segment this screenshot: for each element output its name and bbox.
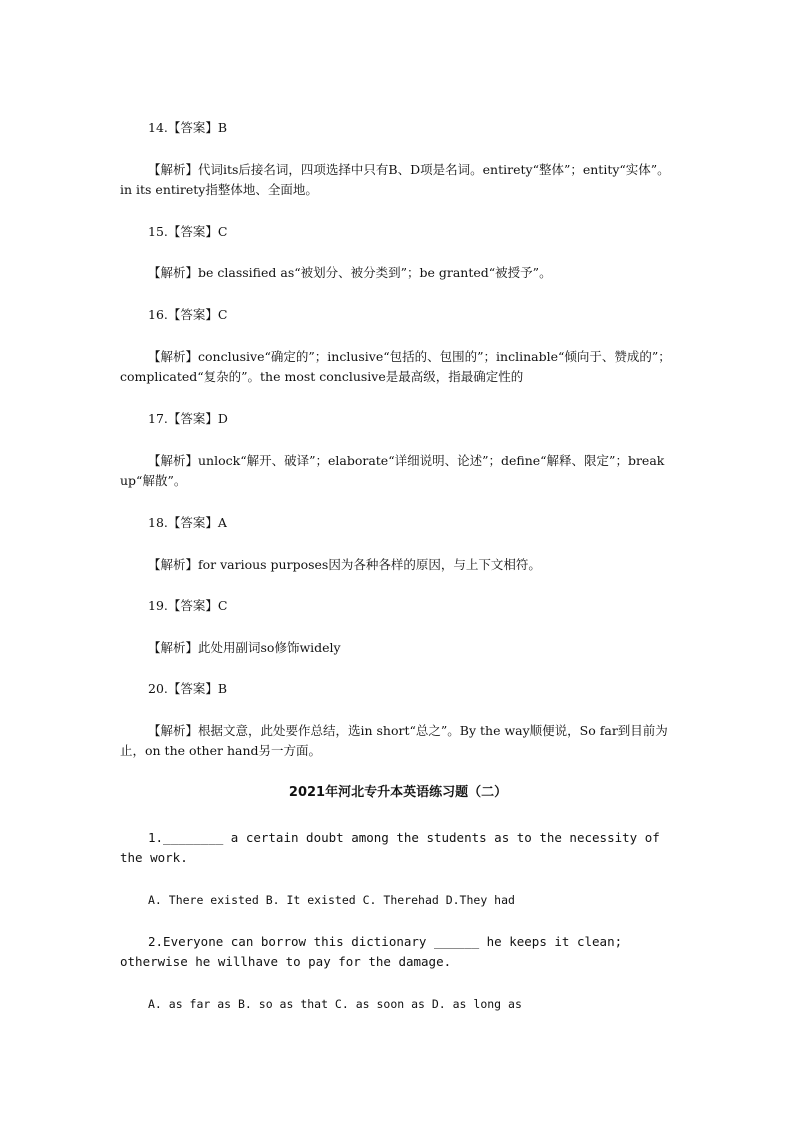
question-stem: 2.Everyone can borrow this dictionary ______ he keeps it clean; otherwise he willhave to pay for the damage. bbox=[120, 934, 623, 969]
question-2-options: A. as far as B. so as that C. as soon as D. as long as bbox=[148, 997, 522, 1011]
section-title: 2021年河北专升本英语练习题（二） bbox=[288, 785, 508, 800]
answer-17: 17.【答案】D bbox=[148, 411, 228, 426]
analysis-16 bbox=[120, 347, 676, 387]
analysis-text: 【解析】be classified as“被划分、被分类到”；be granted“被授予”。 bbox=[148, 265, 552, 280]
answer-19: 19.【答案】C bbox=[148, 598, 228, 613]
analysis-18 bbox=[120, 555, 676, 575]
analysis-text: 【解析】此处用副词so修饰widely bbox=[148, 640, 341, 655]
question-1 bbox=[120, 828, 676, 868]
analysis-text: 【解析】根据文意，此处要作总结，选in short“总之”。By the way顺便说，So far到目前为止，on the other hand另一方面。 bbox=[120, 723, 668, 758]
answer-15: 15.【答案】C bbox=[148, 224, 228, 239]
answer-18: 18.【答案】A bbox=[148, 515, 227, 530]
analysis-text: 【解析】for various purposes因为各种各样的原因，与上下文相符。 bbox=[148, 557, 541, 572]
analysis-14 bbox=[120, 160, 676, 200]
analysis-15 bbox=[120, 263, 676, 283]
analysis-20 bbox=[120, 721, 676, 761]
answer-20: 20.【答案】B bbox=[148, 681, 228, 696]
analysis-text: 【解析】conclusive“确定的”；inclusive“包括的、包围的”；inclinable“倾向于、赞成的”；complicated“复杂的”。the most conclusive是最高级，指最确定性的 bbox=[120, 349, 671, 384]
question-1-options: A. There existed B. It existed C. Therehad D.They had bbox=[148, 893, 515, 907]
question-stem: 1.________ a certain doubt among the students as to the necessity of the work. bbox=[120, 830, 660, 865]
answer-14: 14.【答案】B bbox=[148, 120, 228, 135]
analysis-text: 【解析】代词its后接名词，四项选择中只有B、D项是名词。entirety“整体”；entity“实体”。in its entirety指整体地、全面地。 bbox=[120, 162, 670, 197]
answer-16: 16.【答案】C bbox=[148, 307, 228, 322]
analysis-text: 【解析】unlock“解开、破译”；elaborate“详细说明、论述”；define“解释、限定”；break up“解散”。 bbox=[120, 453, 665, 488]
analysis-17 bbox=[120, 451, 676, 491]
question-2 bbox=[120, 932, 676, 972]
analysis-19 bbox=[120, 638, 676, 658]
